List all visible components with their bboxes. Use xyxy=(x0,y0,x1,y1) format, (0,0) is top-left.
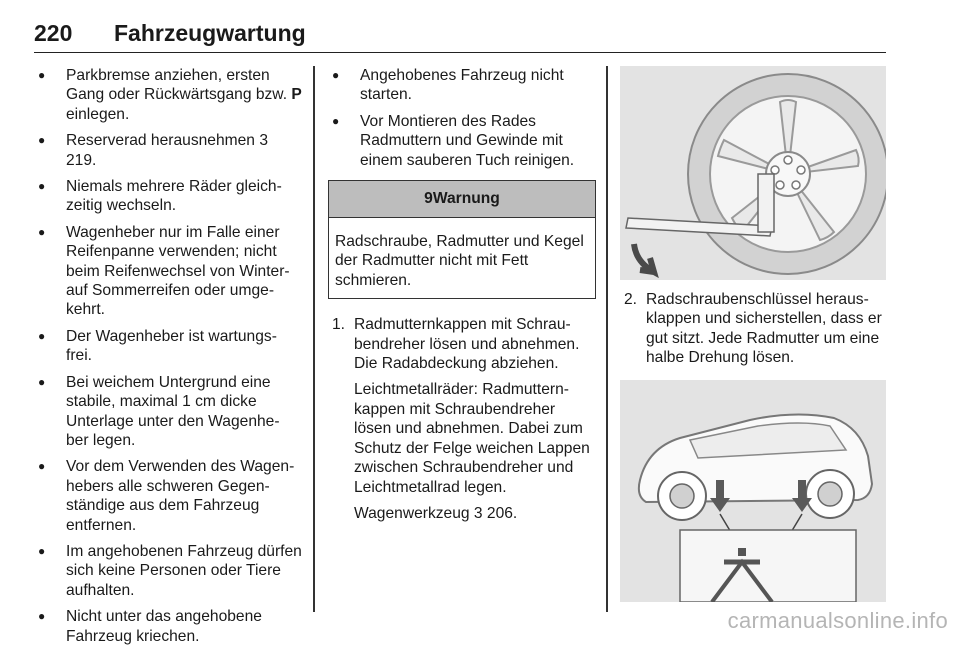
column-right xyxy=(620,66,890,602)
precaution-list-continued xyxy=(328,66,596,170)
list-item: ● Reserverad herausnehmen 3 219. xyxy=(34,131,302,170)
list-item: ● Nicht unter das angehobene Fahrzeug kriechen. xyxy=(34,607,302,646)
step-paragraph: Wagenwerkzeug 3 206. xyxy=(354,504,518,522)
watermark: carmanualsonline.info xyxy=(727,608,948,633)
wheel-wrench-illustration xyxy=(620,66,886,280)
step-item xyxy=(620,290,890,368)
warning-triangle-icon: 9 xyxy=(424,190,433,208)
warning-box xyxy=(328,180,596,299)
step-text: Radschraubenschlüssel heraus-klappen und sicherstellen, dass er gut sitzt. Jede Radmutter um eine halbe Drehung lösen. xyxy=(646,291,882,367)
page-reference: 3 206. xyxy=(473,504,518,522)
steps-list xyxy=(620,290,890,368)
step-number: 2. xyxy=(624,291,638,308)
warning-text: Radschraube, Radmutter und Kegel der Radmutter nicht mit Fett schmieren. xyxy=(335,233,584,289)
step-paragraph: Leichtmetallräder: Radmuttern-kappen mit Schraubendreher lösen und abnehmen. Dabei zum Schutz der Felge weichen Lappen zwischen Schraubendreher und Leichtmetallrad legen. xyxy=(354,381,590,496)
gear-p-label: P xyxy=(291,86,302,104)
warning-title: Warnung xyxy=(432,190,500,208)
column-divider xyxy=(313,66,315,612)
page-reference: 3 219. xyxy=(66,132,268,169)
page-number: 220 xyxy=(34,20,73,46)
list-item: ● Der Wagenheber ist wartungs-frei. xyxy=(34,327,302,366)
column-divider xyxy=(606,66,608,612)
list-item: ● Wagenheber nur im Falle einer Reifenpanne verwenden; nicht beim Reifenwechsel von Winter- auf Sommerreifen oder umge-kehrt. xyxy=(34,223,302,320)
column-left xyxy=(34,66,302,653)
list-item: ● Parkbremse anziehen, ersten Gang oder Rückwärtsgang bzw. P einlegen. xyxy=(34,66,302,124)
list-item: ● Bei weichem Untergrund eine stabile, maximal 1 cm dicke Unterlage unter den Wagenhe-ber legen. xyxy=(34,373,302,451)
section-title: Fahrzeugwartung xyxy=(114,20,306,46)
precaution-list xyxy=(34,66,302,646)
list-item: ● Angehobenes Fahrzeug nicht starten. xyxy=(328,66,596,105)
steps-list xyxy=(328,315,596,523)
step-number: 1. xyxy=(332,316,346,334)
page-header xyxy=(34,18,886,53)
list-item: ● Im angehobenen Fahrzeug dürfen sich keine Personen oder Tiere aufhalten. xyxy=(34,542,302,600)
car-jack-illustration xyxy=(620,380,886,602)
step-text: Radmutternkappen mit Schrau-bendreher lösen und abnehmen. Die Radabdeckung abziehen. xyxy=(354,316,580,373)
step-item xyxy=(328,315,596,523)
list-item: ● Vor dem Verwenden des Wagen-hebers alle schweren Gegen-ständige aus dem Fahrzeug entfernen. xyxy=(34,457,302,535)
list-item: ● Vor Montieren des Rades Radmuttern und Gewinde mit einem sauberen Tuch reinigen. xyxy=(328,112,596,170)
list-item: ● Niemals mehrere Räder gleich-zeitig wechseln. xyxy=(34,177,302,216)
column-middle xyxy=(328,66,596,523)
warning-header xyxy=(329,181,595,218)
